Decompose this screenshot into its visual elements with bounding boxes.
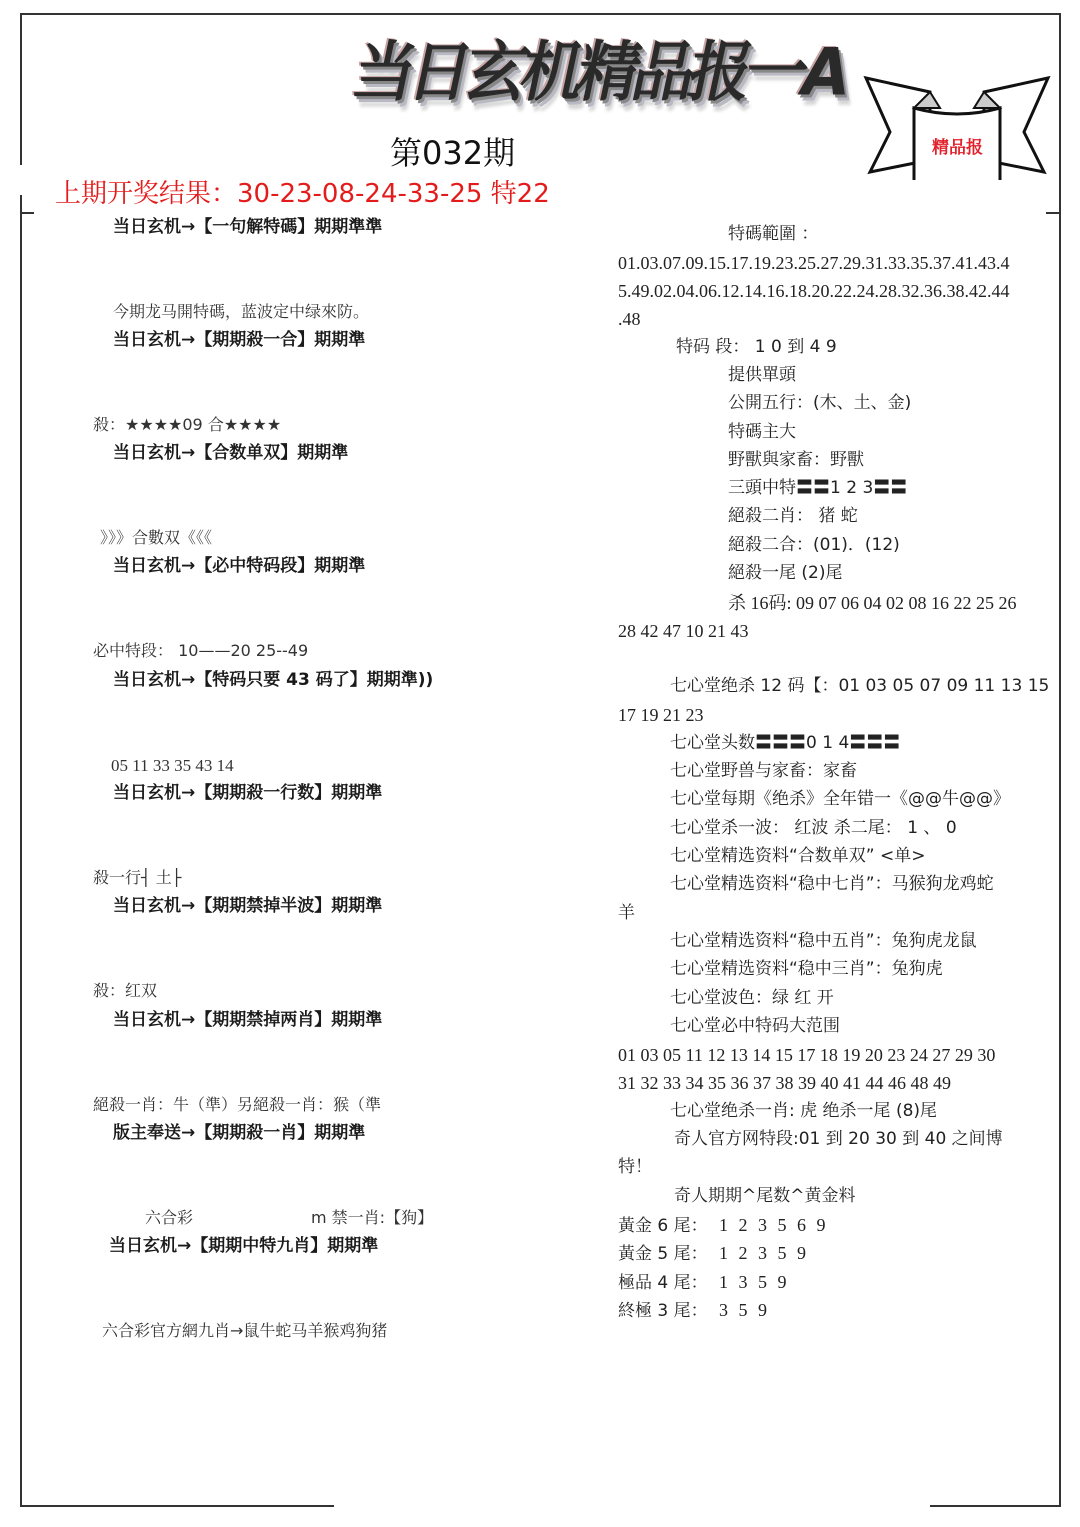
gold-row-value: 1 2 3 5 6 9 [719,1215,829,1235]
list-item: 七心堂波色：绿 红 开 [670,988,834,1008]
section-heading: 当日玄机→【期期禁掉半波】期期準 [113,896,383,916]
section-heading: 当日玄机→【合数单双】期期準 [113,443,349,463]
gold-row-value: 1 3 5 9 [719,1272,790,1292]
gold-row-label: 終極 3 尾： [618,1301,708,1321]
list-item: 七心堂必中特码大范围 [670,1016,840,1036]
qiren-segment-wrap: 特！ [618,1157,652,1177]
segment: 特码 段： 1 0 到 4 9 [676,337,837,357]
big-range-line: 01 03 05 11 12 13 14 15 17 18 19 20 23 24 27 29 30 [618,1045,996,1065]
section-heading: 当日玄机→【特码只要 43 码了】期期準)) [113,670,434,690]
gold-row-label: 黃金 5 尾： [618,1244,708,1264]
list-item: 七心堂精选资料“合数单双” <单> [670,846,926,866]
gold-row [618,1244,809,1263]
list-item: 七心堂每期《绝杀》全年错一《@@牛@@》 [670,789,1010,809]
section-heading: 当日玄机→【一句解特碼】期期準準 [113,217,383,237]
list-item: 三頭中特〓〓1 2 3〓〓 [728,478,908,498]
section-content-right: m 禁一肖:【狗】 [311,1208,434,1227]
list-item: 七心堂精选资料“稳中五肖”：兔狗虎龙鼠 [670,931,977,951]
section-heading: 版主奉送→【期期殺一肖】期期準 [113,1123,366,1143]
banner-title: 当日玄机精品报一A [345,33,853,111]
qixin-kill12-line: 七心堂绝杀 12 码【：01 03 05 07 09 11 13 15 [670,676,1050,696]
range-line: 5.49.02.04.06.12.14.16.18.20.22.24.28.32.36.38.42.44 [618,281,1010,301]
kill16-line: 28 42 47 10 21 43 [618,621,749,641]
section-content: 必中特段： 10——20 25--49 [93,641,309,660]
section-content: 05 11 33 35 43 14 [111,756,234,775]
border-tick-left [20,212,34,214]
page-border-bottom-right [930,1505,1061,1507]
gold-row-value: 1 2 3 5 9 [719,1243,810,1263]
range-line: 01.03.07.09.15.17.19.23.25.27.29.31.33.35.37.41.43.4 [618,253,1010,273]
section-heading: 当日玄机→【期期殺一合】期期準 [113,330,366,350]
section-content: 》》》合數双《《《 [100,528,213,547]
list-item: 絕殺二合：(01)．(12) [728,535,900,555]
range-title: 特碼範圍 ： [728,224,819,244]
section-heading: 当日玄机→【必中特码段】期期準 [113,556,366,576]
gold-row-label: 黃金 6 尾： [618,1216,708,1236]
qixin-kill-one: 七心堂绝杀一肖: 虎 绝杀一尾 (8)尾 [670,1101,938,1121]
gold-row [618,1273,790,1292]
section-heading: 当日玄机→【期期中特九肖】期期準 [109,1236,379,1256]
section-heading: 当日玄机→【期期殺一行数】期期準 [113,783,383,803]
qixin-kill12-line: 17 19 21 23 [618,705,704,725]
page-border-top [20,13,1061,15]
section-content: 殺：★★★★09 合★★★★ [93,415,282,434]
section-content: 絕殺一肖：牛（準）另絕殺一肖：猴（準 [93,1095,382,1114]
gold-row [618,1216,829,1235]
section-heading: 当日玄机→【期期禁掉两肖】期期準 [113,1010,383,1030]
ribbon-label: 精品报 [932,138,983,158]
section-content-left: 六合彩 [145,1208,194,1227]
gold-title: 奇人期期^尾数^黄金料 [674,1186,856,1206]
section-content: 今期龙马開特碼，蓝波定中绿來防。 [113,302,370,321]
section-content: 殺一行┤ 土├ [93,868,182,887]
ribbon-icon [862,60,1052,190]
list-item: 七心堂精选资料“稳中七肖”：马猴狗龙鸡蛇 [670,874,994,894]
border-gap [14,165,26,195]
list-item: 七心堂杀一波： 红波 杀二尾： 1 、 0 [670,818,957,838]
gold-row-label: 極品 4 尾： [618,1273,708,1293]
range-line: .48 [618,309,641,329]
border-tick-right [1046,212,1060,214]
list-item: 七心堂精选资料“稳中三肖”：兔狗虎 [670,959,943,979]
qiren-segment: 奇人官方网特段:01 到 20 30 到 40 之间博 [674,1129,1003,1149]
issue-number: 第032期 [390,134,516,172]
list-item: 絕殺一尾 (2)尾 [728,563,843,583]
kill16-line: 杀 16码: 09 07 06 04 02 08 16 22 25 26 [728,593,1017,613]
list-item: 七心堂头数〓〓〓0 1 4〓〓〓 [670,733,901,753]
list-item: 野獸與家畜：野獸 [728,450,864,470]
section-content: 殺：红双 [93,981,158,1000]
page-border-left [20,13,22,1507]
list-item-wrap: 羊 [618,903,635,923]
page-border-bottom-left [20,1505,334,1507]
big-range-line: 31 32 33 34 35 36 37 38 39 40 41 44 46 48 49 [618,1073,951,1093]
list-item: 提供單頭 [728,365,796,385]
page-border-right [1059,13,1061,1507]
section-content: 六合彩官方網九肖→鼠牛蛇马羊猴鸡狗猪 [102,1321,388,1340]
list-item: 絕殺二肖： 猪 蛇 [728,506,858,526]
list-item: 七心堂野兽与家畜：家畜 [670,761,857,781]
gold-row [618,1301,770,1320]
gold-row-value: 3 5 9 [719,1300,771,1320]
list-item: 特碼主大 [728,422,796,442]
last-draw-result: 上期开奖结果：30-23-08-24-33-25 特22 [55,179,550,209]
list-item: 公開五行：(木、土、金) [728,393,912,413]
